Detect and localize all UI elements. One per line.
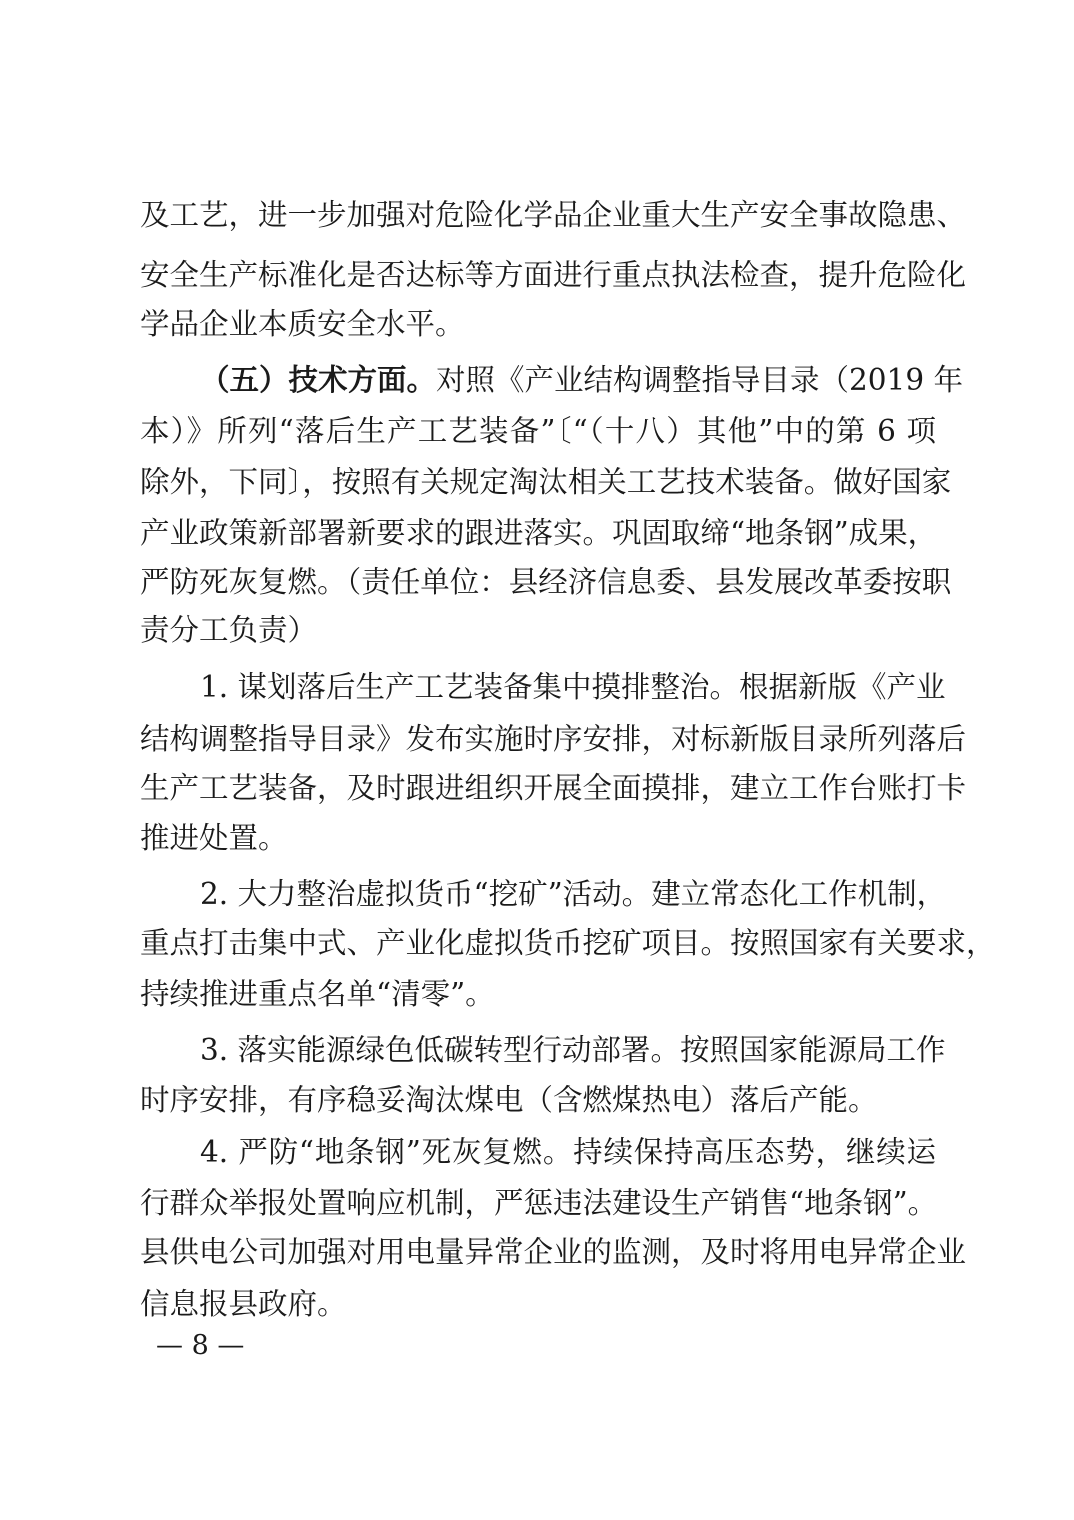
body-line: 除外，下同〕，按照有关规定淘汰相关工艺技术装备。做好国家: [140, 465, 952, 499]
item-1-title: 1. 谋划落后生产工艺装备集中摸排整治。根据新版《产业: [200, 670, 946, 704]
body-line: 生产工艺装备，及时跟进组织开展全面摸排，建立工作台账打卡: [140, 771, 967, 805]
body-line: 重点打击集中式、产业化虚拟货币挖矿项目。按照国家有关要求，: [140, 926, 996, 960]
body-line: 产业政策新部署新要求的跟进落实。巩固取缔“地条钢”成果，: [140, 516, 938, 550]
body-line: 持续推进重点名单“清零”。: [140, 977, 495, 1011]
body-line: 行群众举报处置响应机制，严惩违法建设生产销售“地条钢”。: [140, 1186, 938, 1220]
body-line: 严防死灰复燃。（责任单位：县经济信息委、县发展改革委按职: [140, 565, 952, 599]
body-line: 责分工负责）: [140, 613, 318, 647]
body-line: 本）》所列“落后生产工艺装备”〔“（十八）其他”中的第 6 项: [140, 414, 936, 448]
item-2-title: 2. 大力整治虚拟货币“挖矿”活动。建立常态化工作机制，: [200, 877, 947, 911]
body-line: 对照《产业结构调整指导目录（2019 年: [436, 363, 963, 397]
item-3-title: 3. 落实能源绿色低碳转型行动部署。按照国家能源局工作: [200, 1033, 946, 1067]
body-line: 推进处置。: [140, 821, 288, 855]
page-number: — 8 —: [156, 1330, 245, 1361]
section-heading: （五）技术方面。: [200, 362, 437, 397]
item-4-title: 4. 严防“地条钢”死灰复燃。持续保持高压态势，继续运: [200, 1135, 936, 1169]
body-line: 安全生产标准化是否达标等方面进行重点执法检查，提升危险化: [140, 258, 967, 292]
body-line: 结构调整指导目录》发布实施时序安排，对标新版目录所列落后: [140, 722, 967, 756]
section-heading-line: [200, 354, 963, 406]
body-line: 时序安排，有序稳妥淘汰煤电（含燃煤热电）落后产能。: [140, 1083, 878, 1117]
body-line: 及工艺，进一步加强对危险化学品企业重大生产安全事故隐患、: [140, 198, 967, 232]
body-line: 信息报县政府。: [140, 1287, 347, 1321]
body-line: 学品企业本质安全水平。: [140, 307, 465, 341]
body-line: 县供电公司加强对用电量异常企业的监测，及时将用电异常企业: [140, 1235, 967, 1269]
